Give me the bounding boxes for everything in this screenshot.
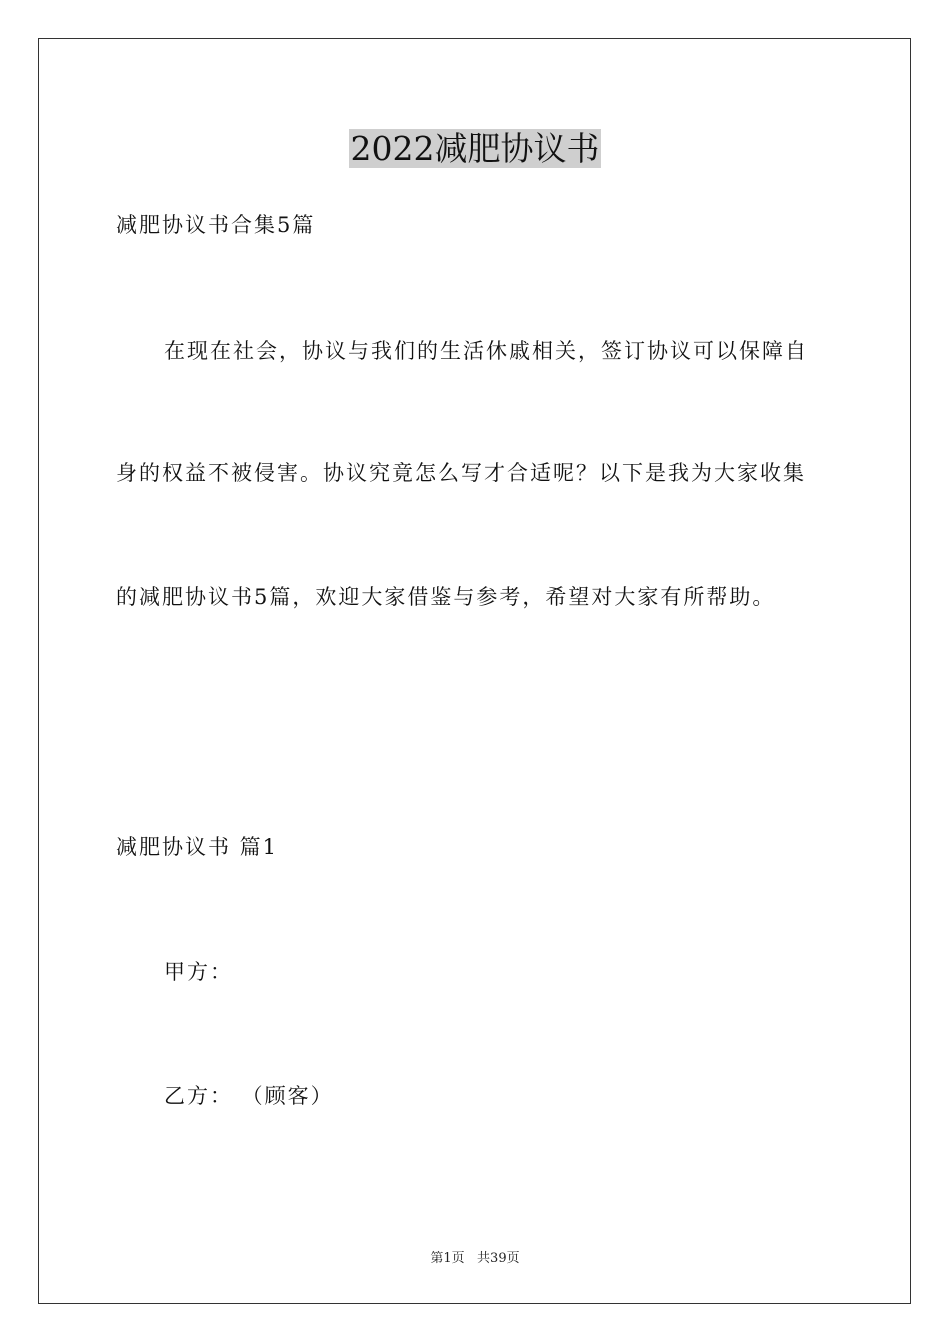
document-title [0, 128, 950, 170]
party-b-label: 乙方： （顾客） [164, 1084, 334, 1108]
party-a-label: 甲方： [164, 960, 233, 984]
section-heading: 减肥协议书 篇1 [116, 835, 279, 859]
document-title-text: 2022减肥协议书 [350, 129, 600, 168]
intro-line-1: 在现在社会，协议与我们的生活休戚相关，签订协议可以保障自 [164, 339, 808, 363]
page-footer: 第1页 共39页 [430, 1251, 520, 1266]
subtitle: 减肥协议书合集5篇 [116, 213, 316, 237]
intro-line-3: 的减肥协议书5篇，欢迎大家借鉴与参考，希望对大家有所帮助。 [116, 585, 776, 609]
intro-line-2: 身的权益不被侵害。协议究竟怎么写才合适呢？以下是我为大家收集 [116, 461, 806, 485]
